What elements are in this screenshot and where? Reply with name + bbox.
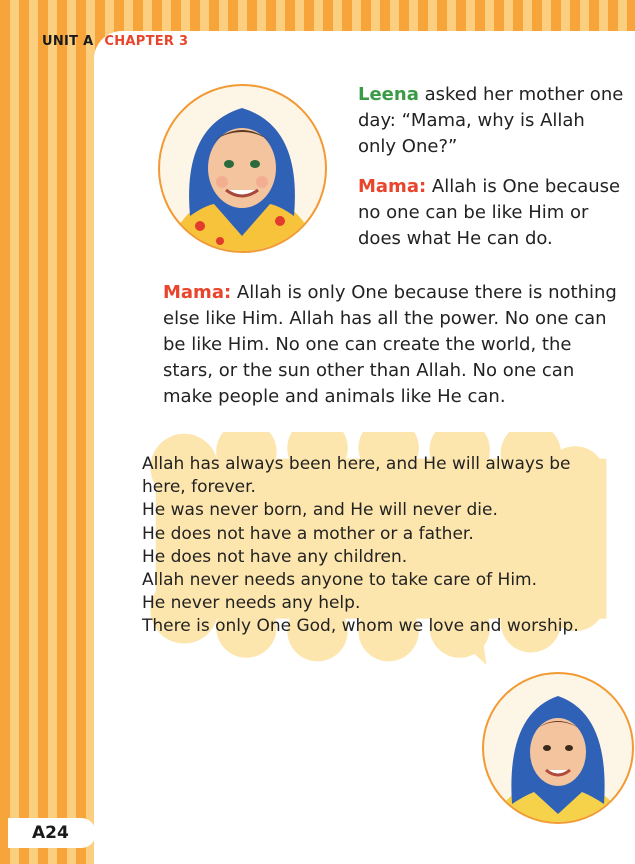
bubble-line: He does not have a mother or a father. [142,523,474,544]
bubble-line: He does not have any children. [142,546,408,567]
bubble-line: He was never born, and He will never die. [142,500,498,521]
bubble-line: here, forever. [142,477,256,498]
girl-illustration [160,86,325,251]
chapter-label: CHAPTER 3 [104,34,189,49]
bubble-line: Allah never needs anyone to take care of Him. [142,570,538,591]
bubble-line: He never needs any help. [142,593,361,614]
leena-text: asked her mother one day: “Mama, why is Allah only One?” [358,84,624,157]
bubble-line: Allah has always been here, and He will always be [142,454,571,474]
mama-answer-1 [358,174,628,252]
girl-portrait [158,84,327,253]
mama-name-2: Mama: [163,282,232,303]
mother-illustration [484,674,632,822]
mama-name-1: Mama: [358,176,427,197]
bubble-text [142,453,632,639]
leena-question [358,82,628,160]
mother-portrait [482,672,634,824]
unit-label: UNIT A [42,34,94,49]
page-number: A24 [8,818,96,848]
mama-text-1: Allah is One because no one can be like Him or does what He can do. [358,176,621,249]
mama-text-2: Allah is only One because there is nothing else like Him. Allah has all the power. No one can be like Him. No one can create the world, the stars, or the sun other than Allah. No one can make people and animals like He can. [163,282,617,407]
bubble-line: There is only One God, whom we love and worship. [142,616,579,637]
unit-chapter-label [42,34,188,49]
mama-answer-2 [163,280,623,410]
leena-name: Leena [358,84,419,105]
